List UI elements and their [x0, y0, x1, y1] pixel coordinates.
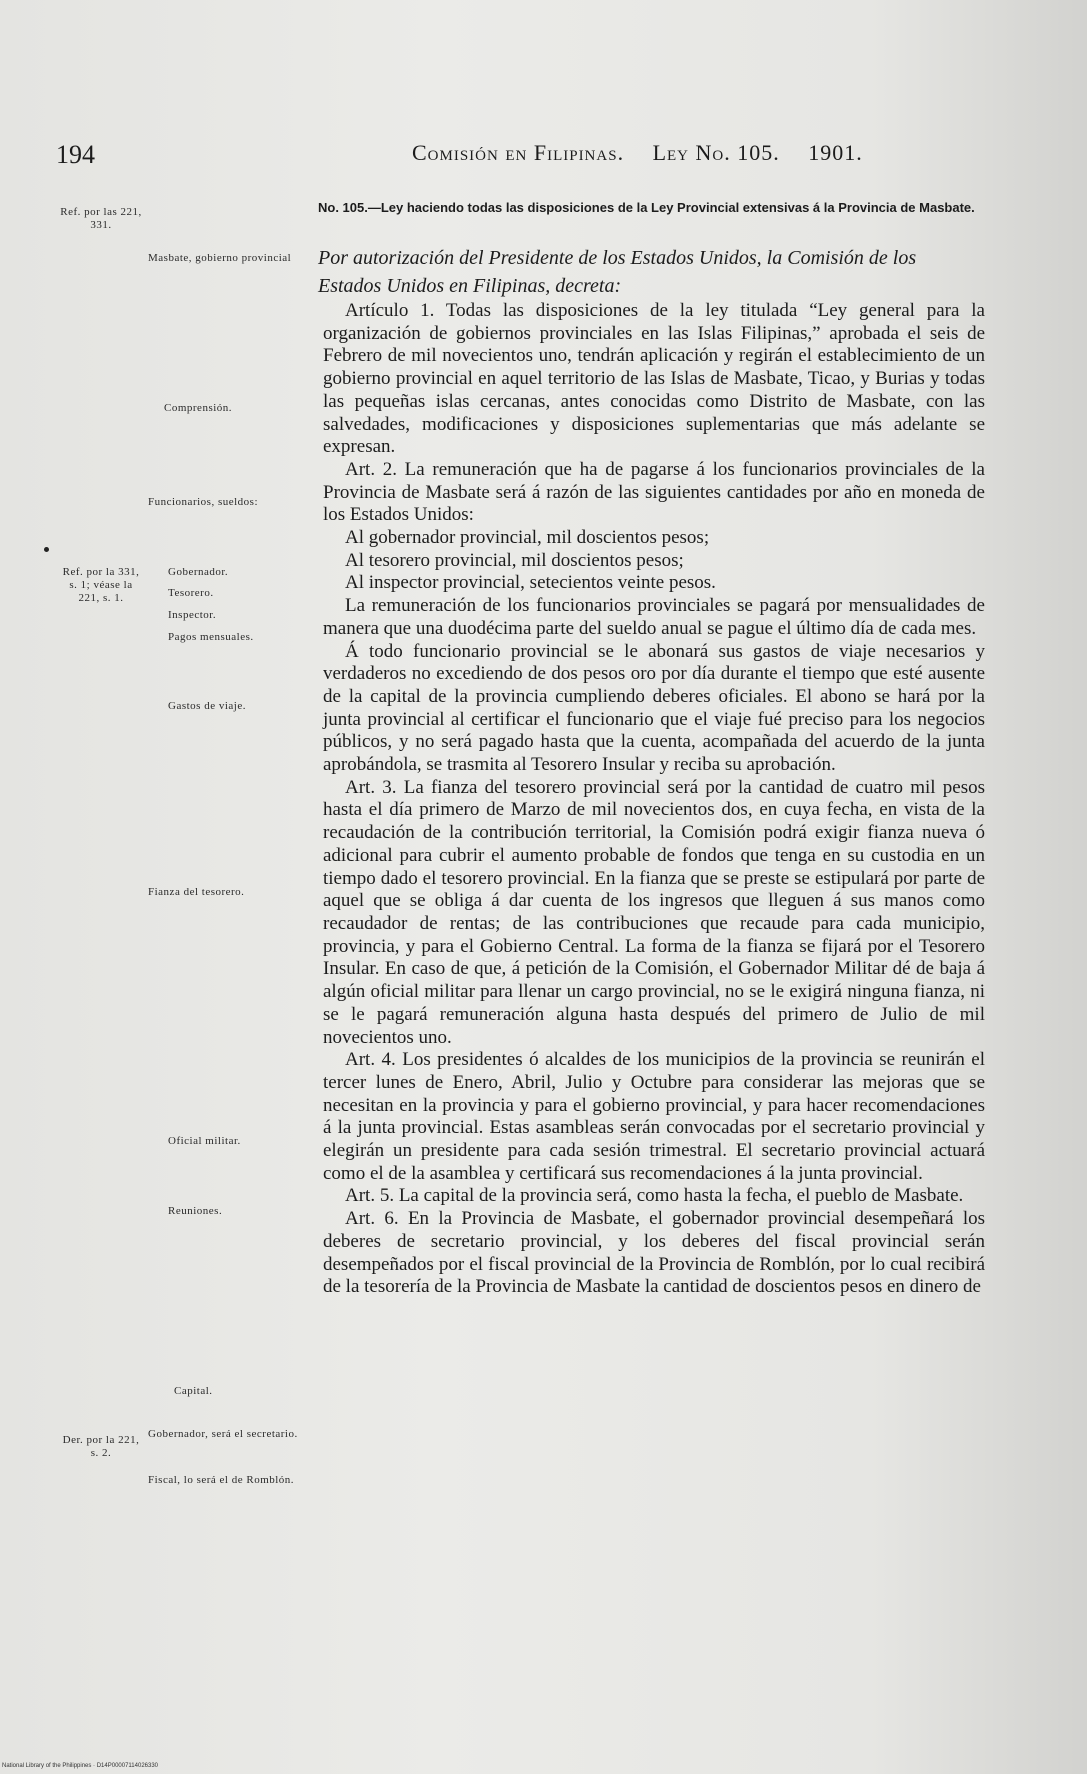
- page-number: 194: [56, 140, 95, 169]
- side-note-gastos: Gastos de viaje.: [168, 700, 246, 712]
- article-3: Art. 3. La fianza del tesorero provincial será por la cantidad de cuatro mil pesos hasta el día primero de Marzo de mil novecientos dos, en cuya fecha, en vista de la recaudación de la contribución territorial, la Comisión podrá exigir fianza nueva ó adicional para cubrir el aumento probable de fondos que tenga en su custodia en un tiempo dado el tesorero provincial. En la fianza que se preste se estipulará por parte de aquel que se obliga á dar cuenta de los ingresos que lleguen á sus manos como recaudador de rentas; de las contribuciones que recaude para cada municipio, provincia, y para el Gobierno Central. La forma de la fianza se fijará por el Tesorero Insular. En caso de que, á petición de la Comisión, el Gobernador Militar dé de baja á algún oficial militar para llenar un cargo provincial, no se le exigirá ninguna fianza, ni se le pagará remuneración alguna hasta después del primero de Julio de mil novecientos uno.: [323, 776, 985, 1048]
- side-note-fianza: Fianza del tesorero.: [148, 886, 245, 898]
- salary-gobernador: Al gobernador provincial, mil doscientos pesos;: [345, 527, 710, 549]
- article-2: Art. 2. La remuneración que ha de pagarse á los funcionarios provinciales de la Provincia de Masbate será á razón de las siguientes cantidades por año en moneda de los Estados Unidos:: [323, 458, 985, 526]
- side-note-gobernador-secretario: Gobernador, será el secretario.: [148, 1428, 298, 1440]
- side-note-capital: Capital.: [174, 1385, 213, 1397]
- law-heading: No. 105.—Ley haciendo todas las disposiciones de la Ley Provincial extensivas á la Provincia de Masbate.: [318, 200, 975, 215]
- side-note-gobernador: Gobernador.: [168, 566, 229, 578]
- margin-ref-3: Der. por la 221, s. 2.: [62, 1434, 140, 1459]
- side-note-fiscal: Fiscal, lo será el de Romblón.: [148, 1474, 295, 1486]
- running-head-law: Ley No. 105.: [652, 140, 780, 165]
- body-text: [323, 300, 985, 1299]
- article-1: Artículo 1. Todas las disposiciones de la ley titulada “Ley general para la organización de gobiernos provinciales en las Islas Filipinas,” aprobada el seis de Febrero de mil novecientos uno, tendrán aplicación y regirán el establecimiento de un gobierno provincial en aquel territorio de las Islas de Masbate, Ticao, y Burias y todas las pequeñas islas cercanas, antes conocidas como Distrito de Masbate, con las salvedades, modificaciones y disposiciones suplementarias que más adelante se expresan.: [323, 300, 985, 458]
- monthly-payment: La remuneración de los funcionarios provinciales se pagará por mensualidades de manera que una duodécima parte del sueldo anual se pague el último día de cada mes.: [323, 595, 985, 639]
- travel-expenses: Á todo funcionario provincial se le abonará sus gastos de viaje necesarios y verdaderos no excediendo de dos pesos oro por día durante el tiempo que esté ausente de la capital de la provincia cumpliendo deberes oficiales. El abono se hará por la junta provincial al certificar el funcionario que el viaje fué preciso para los negocios públicos, y no será pagado hasta que la cuenta, acompañada del acuerdo de la junta aprobándola, se trasmita al Tesorero Insular y reciba su aprobación.: [323, 640, 985, 776]
- article-5: Art. 5. La capital de la provincia será, como hasta la fecha, el pueblo de Masbate.: [345, 1185, 964, 1207]
- article-4: Art. 4. Los presidentes ó alcaldes de los municipios de la provincia se reunirán el tercer lunes de Enero, Abril, Julio y Octubre para considerar las mejoras que se necesitan en la provincia y para el gobierno provincial, y para hacer recomendaciones á la junta provincial. Estas asambleas serán convocadas por el secretario provincial y elegirán un presidente para cada sesión trimestral. El secretario provincial actuará como el de la asamblea y certificará sus recomendaciones á la junta provincial.: [323, 1049, 985, 1184]
- footer-attribution: National Library of the Philippines · D14P00007114026330: [2, 1763, 158, 1769]
- running-head-year: 1901.: [808, 140, 863, 165]
- running-head-title: Comisión en Filipinas.: [412, 140, 625, 165]
- margin-dot: [44, 547, 49, 552]
- side-note-tesorero: Tesorero.: [168, 587, 214, 599]
- side-note-pagos: Pagos mensuales.: [168, 631, 254, 643]
- article-6: Art. 6. En la Provincia de Masbate, el gobernador provincial desempeñará los deberes de secretario provincial, y los deberes del fiscal provincial serán desempeñados por el fiscal provincial de la Provincia de Romblón, por lo cual recibirá de la tesorería de la Provincia de Masbate la cantidad de doscientos pesos en dinero de: [323, 1208, 985, 1298]
- side-note-masbate: Masbate, gobierno provincial: [148, 252, 292, 264]
- side-note-reuniones: Reuniones.: [168, 1205, 223, 1217]
- salary-inspector: Al inspector provincial, setecientos veinte pesos.: [345, 572, 716, 594]
- side-note-oficial: Oficial militar.: [168, 1135, 241, 1147]
- margin-ref-1: Ref. por las 221, 331.: [60, 206, 142, 231]
- side-note-inspector: Inspector.: [168, 609, 217, 621]
- running-head: [412, 140, 885, 166]
- side-note-comprension: Comprensión.: [164, 402, 233, 414]
- salary-tesorero: Al tesorero provincial, mil doscientos pesos;: [345, 549, 684, 571]
- margin-ref-2: Ref. por la 331, s. 1; véase la 221, s. 1.: [62, 566, 140, 604]
- decree-text: Por autorización del Presidente de los Estados Unidos, la Comisión de los Estados Unidos en Filipinas, decreta:: [318, 247, 917, 297]
- side-note-funcionarios: Funcionarios, sueldos:: [148, 496, 258, 508]
